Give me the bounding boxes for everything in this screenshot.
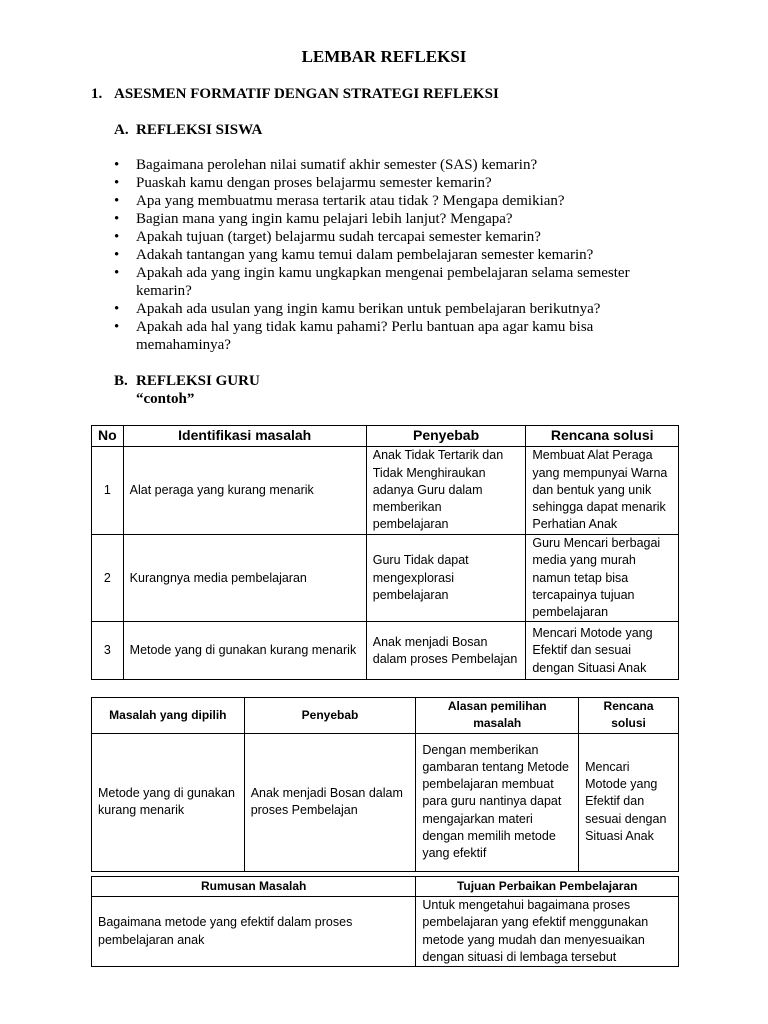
- table-cell: Membuat Alat Peraga yang mempunyai Warna dan bentuk yang unik sehingga dapat menarik Perhatian Anak: [526, 447, 679, 535]
- table-header-cell: Identifikasi masalah: [123, 426, 366, 447]
- section-heading-asesmen: [91, 86, 499, 103]
- table-cell: Kurangnya media pembelajaran: [123, 535, 366, 622]
- table-cell: Bagaimana metode yang efektif dalam proses pembelajaran anak: [92, 897, 416, 967]
- section-number: 1.: [91, 86, 103, 102]
- table-header-cell: Tujuan Perbaikan Pembelajaran: [416, 877, 679, 897]
- question-item: • Apakah ada usulan yang ingin kamu berikan untuk pembelajaran berikutnya?: [114, 300, 654, 318]
- example-note: “contoh”: [136, 391, 195, 407]
- document-title: LEMBAR REFLEKSI: [301, 47, 467, 66]
- table-row: [92, 622, 679, 680]
- question-item: • Apa yang membuatmu merasa tertarik atau tidak ? Mengapa demikian?: [114, 192, 654, 210]
- question-item: • Bagaimana perolehan nilai sumatif akhir semester (SAS) kemarin?: [114, 156, 654, 174]
- selected-problem-table: [91, 697, 679, 872]
- table-cell: Guru Mencari berbagai media yang murah namun tetap bisa tercapainya tujuan pembelajaran: [526, 535, 679, 622]
- table-cell: Guru Tidak dapat mengexplorasi pembelajaran: [366, 535, 526, 622]
- table-header-row: [92, 426, 679, 447]
- question-item: • Apakah tujuan (target) belajarmu sudah tercapai semester kemarin?: [114, 228, 654, 246]
- table-cell: Mencari Motode yang Efektif dan sesuai dengan Situasi Anak: [579, 733, 679, 871]
- question-item: • Apakah ada hal yang tidak kamu pahami? Perlu bantuan apa agar kamu bisa memahaminya?: [114, 318, 654, 354]
- table-row: [92, 447, 679, 535]
- table-cell: Mencari Motode yang Efektif dan sesuai dengan Situasi Anak: [526, 622, 679, 680]
- table-header-cell: Rencana solusi: [526, 426, 679, 447]
- table-header-row: [92, 877, 679, 897]
- question-item: • Adakah tantangan yang kamu temui dalam pembelajaran semester kemarin?: [114, 246, 654, 264]
- problem-formulation-table: [91, 876, 679, 967]
- subsection-letter: A.: [114, 122, 129, 138]
- table-cell: Metode yang di gunakan kurang menarik: [123, 622, 366, 680]
- table-header-cell: No: [92, 426, 124, 447]
- subsection-letter: B.: [114, 373, 128, 389]
- question-item: • Bagian mana yang ingin kamu pelajari lebih lanjut? Mengapa?: [114, 210, 654, 228]
- table-header-cell: Masalah yang dipilih: [92, 698, 245, 734]
- table-cell: Untuk mengetahui bagaimana proses pembelajaran yang efektif menggunakan metode yang mudah dan menyesuaikan dengan situasi di lembaga tersebut: [416, 897, 679, 967]
- table-cell: Metode yang di gunakan kurang menarik: [92, 733, 245, 871]
- table-row: [92, 733, 679, 871]
- teacher-reflection-table: [91, 425, 679, 680]
- table-header-cell: Penyebab: [366, 426, 526, 447]
- table-row: [92, 897, 679, 967]
- table-cell: Anak menjadi Bosan dalam proses Pembelajan: [244, 733, 416, 871]
- table-cell: 2: [92, 535, 124, 622]
- table-cell: 3: [92, 622, 124, 680]
- table-cell: Anak Tidak Tertarik dan Tidak Menghiraukan adanya Guru dalam memberikan pembelajaran: [366, 447, 526, 535]
- subsection-heading-refleksi-siswa: [114, 122, 262, 139]
- table-header-cell: Rumusan Masalah: [92, 877, 416, 897]
- table-header-row: [92, 698, 679, 734]
- subsection-title: REFLEKSI SISWA: [136, 122, 263, 138]
- table-header-cell: Penyebab: [244, 698, 416, 734]
- table-cell: Anak menjadi Bosan dalam proses Pembelajan: [366, 622, 526, 680]
- subsection-title: REFLEKSI GURU: [136, 373, 260, 389]
- question-item: • Puaskah kamu dengan proses belajarmu semester kemarin?: [114, 174, 654, 192]
- table-row: [92, 535, 679, 622]
- table-cell: 1: [92, 447, 124, 535]
- table-header-cell: Alasan pemilihan masalah: [416, 698, 579, 734]
- table-header-cell: Rencana solusi: [579, 698, 679, 734]
- section-title: ASESMEN FORMATIF DENGAN STRATEGI REFLEKSI: [114, 86, 499, 102]
- reflection-question-list: [114, 156, 654, 354]
- table-cell: Alat peraga yang kurang menarik: [123, 447, 366, 535]
- subsection-heading-refleksi-guru: [114, 372, 260, 408]
- table-cell: Dengan memberikan gambaran tentang Metode pembelajaran membuat para guru nantinya dapat mengajarkan materi dengan memilih metode yang efektif: [416, 733, 579, 871]
- question-item: • Apakah ada yang ingin kamu ungkapkan mengenai pembelajaran selama semester kemarin?: [114, 264, 654, 300]
